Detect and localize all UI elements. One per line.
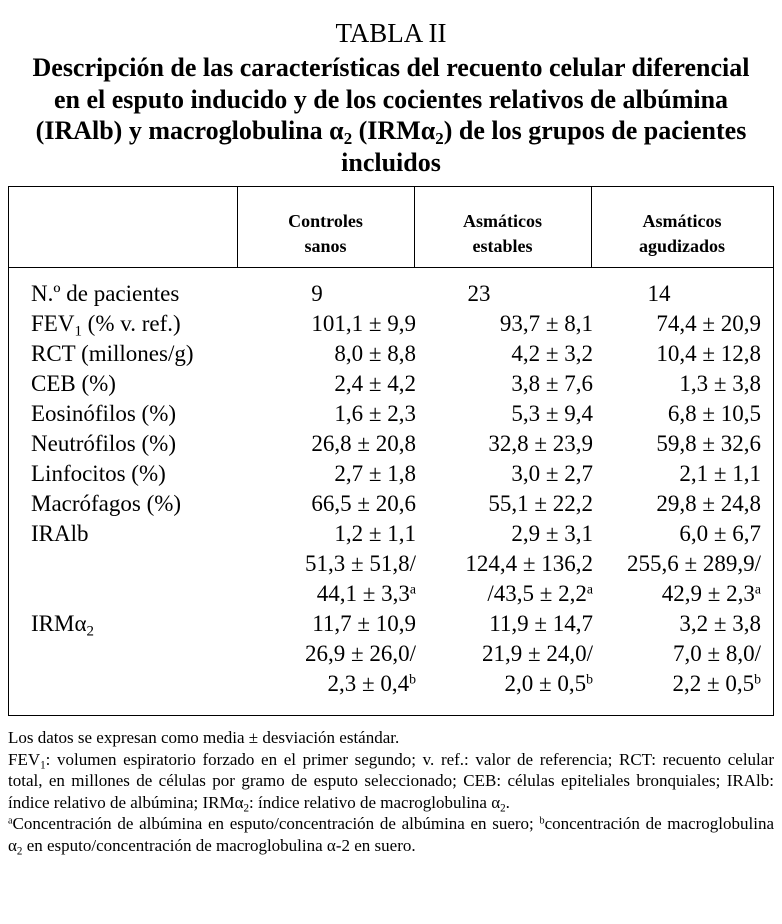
subtitle-subscript-2: 2 [435, 129, 444, 149]
table-row [9, 429, 773, 459]
cell-agudizados: 1,3 ± 3,8 [679, 371, 761, 396]
footnote-b-marker: b [539, 815, 545, 827]
cell-value: 2,2 ± 0,5 [672, 671, 755, 696]
cell-estables: 5,3 ± 9,4 [511, 401, 593, 426]
cell-estables: 32,8 ± 23,9 [488, 431, 593, 456]
row-label-subscript: 2 [86, 623, 94, 640]
cell-estables: 55,1 ± 22,2 [488, 491, 593, 516]
cell-agudizados: 2,1 ± 1,1 [679, 461, 761, 486]
table-row [9, 309, 773, 339]
table-subtitle [30, 52, 752, 178]
footnote-a-marker: a [8, 815, 13, 827]
table-row [9, 669, 773, 699]
cell-value: 2,3 ± 0,4 [327, 671, 410, 696]
header-col3-line1: Asmáticos [642, 211, 722, 231]
note-abbrev-end: : índice relativo de macroglobulina α [249, 792, 501, 812]
table-row [9, 549, 773, 579]
footnote-a-text: Concentración de albúmina en esputo/concentración de albúmina en suero; [12, 814, 540, 833]
header-asmaticos-estables [414, 209, 591, 259]
row-label: IRAlb [31, 521, 89, 546]
cell-controles [317, 579, 416, 609]
cell-agudizados: 7,0 ± 8,0/ [672, 641, 761, 666]
header-col1-line2: sanos [304, 236, 347, 256]
cell-estables: 3,8 ± 7,6 [511, 371, 593, 396]
cell-agudizados: 59,8 ± 32,6 [656, 431, 761, 456]
cell-agudizados [662, 579, 761, 609]
cell-controles: 101,1 ± 9,9 [311, 311, 416, 336]
cell-estables: 2,9 ± 3,1 [511, 521, 593, 546]
footnote-b-end: en esputo/concentración de macroglobulina α-2 en suero. [22, 835, 416, 855]
cell-estables [487, 579, 593, 609]
table-row [9, 519, 773, 549]
footnote-marker-b: b [754, 671, 761, 687]
note-data-format: Los datos se expresan como media ± desviación estándar. [8, 728, 400, 747]
header-col2-line1: Asmáticos [463, 211, 542, 231]
row-label: N.º de pacientes [31, 281, 180, 306]
cell-controles: 11,7 ± 10,9 [312, 611, 416, 636]
table-row [9, 369, 773, 399]
row-label-main: FEV [31, 311, 75, 336]
cell-controles: 51,3 ± 51,8/ [304, 551, 416, 576]
row-label: Neutrófilos (%) [31, 431, 176, 456]
row-label: Macrófagos (%) [31, 491, 182, 516]
cell-controles: 26,8 ± 20,8 [311, 431, 416, 456]
row-label-rest: (% v. ref.) [81, 311, 181, 336]
header-col3-line2: agudizados [638, 236, 726, 256]
note-abbreviations [8, 749, 774, 814]
table-title: TABLA II [335, 18, 447, 48]
footnote-marker-a: a [754, 581, 761, 597]
cell-controles: 1,2 ± 1,1 [334, 521, 416, 546]
cell-controles: 26,9 ± 26,0/ [304, 641, 416, 666]
table-row [9, 639, 773, 669]
table-row [9, 399, 773, 429]
row-label-subscript: 1 [74, 323, 82, 340]
cell-agudizados: 14 [647, 281, 671, 306]
footnote-marker-b: b [409, 671, 416, 687]
cell-estables: 3,0 ± 2,7 [511, 461, 593, 486]
cell-controles: 2,7 ± 1,8 [334, 461, 416, 486]
row-label-main: IRMα [31, 611, 87, 636]
subtitle-text-1: Descripción de las características del recuento celular diferencial en el esputo inducido y de los cocientes relativos de albúmina (IRAlb) y macroglobulina α [32, 53, 750, 145]
cell-controles: 2,4 ± 4,2 [334, 371, 416, 396]
data-table [8, 186, 774, 716]
row-label: RCT (millones/g) [31, 341, 194, 366]
cell-controles: 8,0 ± 8,8 [334, 341, 416, 366]
cell-estables: 23 [467, 281, 491, 306]
cell-estables: 124,4 ± 136,2 [465, 551, 593, 576]
cell-value: /43,5 ± 2,2 [487, 581, 587, 606]
subtitle-text-2: (IRMα [352, 116, 436, 145]
cell-agudizados [672, 669, 761, 699]
footnote-marker-a: a [409, 581, 416, 597]
header-col2-line2: estables [472, 236, 533, 256]
row-label: CEB (%) [31, 371, 116, 396]
subtitle-subscript-1: 2 [343, 129, 353, 149]
cell-agudizados: 74,4 ± 20,9 [656, 311, 761, 336]
header-col1-line1: Controles [288, 211, 363, 231]
cell-estables: 21,9 ± 24,0/ [481, 641, 593, 666]
cell-agudizados: 6,0 ± 6,7 [679, 521, 761, 546]
note-abbrev-text: : volumen espiratorio forzado en el primer segundo; v. ref.: valor de referencia; RCT: recuento celular total, en millones de células por gramo de esputo seleccionado; CEB: células epiteliales bronquiales; IRAlb: índice relativo de albúmina; IRMα [8, 749, 774, 812]
cell-controles: 66,5 ± 20,6 [311, 491, 416, 516]
note-abbrev-dot: . [505, 792, 510, 812]
row-label [31, 309, 181, 339]
note-abbrev-end-subscript: 2 [500, 801, 506, 814]
table-row [9, 459, 773, 489]
table-row [9, 279, 773, 309]
note-abbrev-subscript: 2 [243, 801, 250, 814]
row-label: Eosinófilos (%) [31, 401, 177, 426]
footnote-b-text: concentración de macroglobulina α [8, 814, 774, 855]
row-label [31, 609, 94, 639]
header-rule [9, 267, 773, 268]
cell-value: 44,1 ± 3,3 [316, 581, 410, 606]
cell-estables: 93,7 ± 8,1 [499, 311, 593, 336]
table-notes [8, 727, 774, 856]
header-asmaticos-agudizados [591, 209, 773, 259]
cell-estables: 4,2 ± 3,2 [511, 341, 593, 366]
table-row [9, 609, 773, 639]
header-controles-sanos [237, 209, 414, 259]
cell-agudizados: 6,8 ± 10,5 [667, 401, 761, 426]
table-row [9, 339, 773, 369]
cell-value: 42,9 ± 2,3 [661, 581, 755, 606]
cell-estables [504, 669, 593, 699]
subtitle-text-3: ) de los grupos de pacientes incluidos [341, 116, 747, 177]
cell-estables: 11,9 ± 14,7 [489, 611, 593, 636]
footnote-b-subscript: 2 [16, 844, 23, 857]
note-fev-subscript: 1 [40, 758, 46, 771]
table-row [9, 579, 773, 609]
cell-agudizados: 255,6 ± 289,9/ [626, 551, 761, 576]
cell-controles: 1,6 ± 2,3 [334, 401, 416, 426]
cell-agudizados: 29,8 ± 24,8 [656, 491, 761, 516]
row-label: Linfocitos (%) [31, 461, 166, 486]
table-row [9, 489, 773, 519]
cell-agudizados: 3,2 ± 3,8 [679, 611, 761, 636]
cell-controles [327, 669, 416, 699]
cell-value: 2,0 ± 0,5 [504, 671, 587, 696]
cell-agudizados: 10,4 ± 12,8 [656, 341, 761, 366]
note-footnotes [8, 813, 774, 856]
note-fev: FEV [8, 749, 41, 769]
cell-controles: 9 [311, 281, 323, 306]
footnote-marker-b: b [586, 671, 593, 687]
footnote-marker-a: a [586, 581, 593, 597]
